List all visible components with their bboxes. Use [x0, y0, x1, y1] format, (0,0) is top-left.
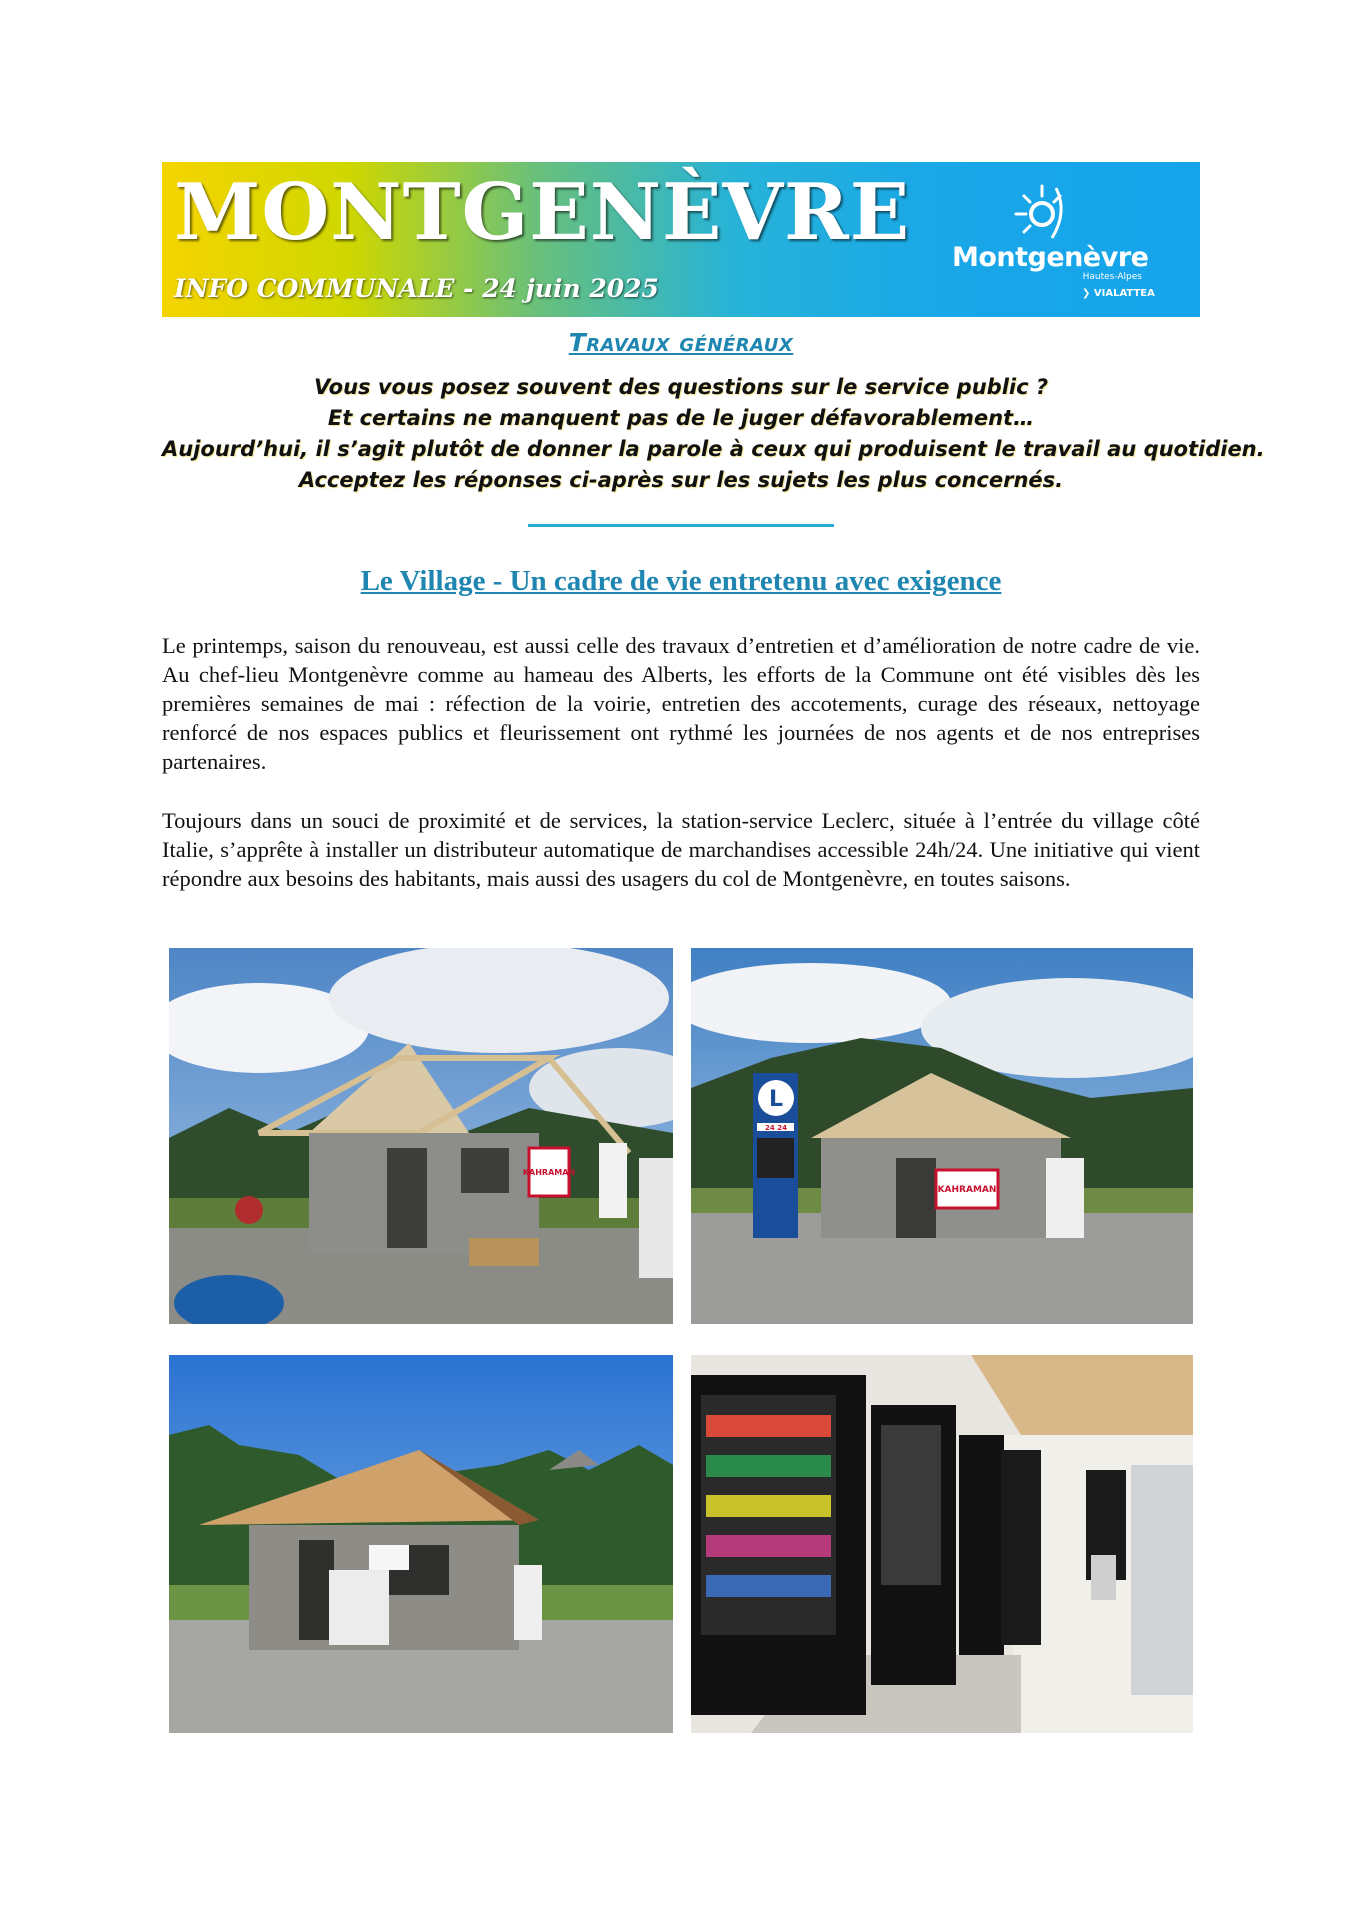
sign-text-2: KAHRAMAN [937, 1185, 997, 1195]
intro-line: Acceptez les réponses ci-après sur les sujets les plus concernés. [298, 468, 1064, 492]
logo-region: Hautes-Alpes [1082, 272, 1142, 282]
partner-logo-text: VIALATTEA [1093, 288, 1155, 299]
intro-line: Vous vous posez souvent des questions sur le service public ? [313, 375, 1049, 399]
photo-leclerc-station [691, 948, 1193, 1324]
photo-construction-frame [169, 948, 673, 1324]
divider [528, 524, 834, 527]
intro-line: Aujourd’hui, il s’agit plutôt de donner la parole à ceux qui produisent le travail au quotidien. [162, 437, 1265, 461]
sign-text: KAHRAMAN [522, 1168, 576, 1177]
banner-title: MONTGENÈVRE [174, 167, 911, 258]
station-hours: 24 24 [765, 1124, 787, 1132]
sun-logo-icon [1012, 182, 1072, 242]
banner-subtitle: INFO COMMUNALE - 24 juin 2025 [174, 274, 659, 303]
station-logo: L [768, 1087, 784, 1112]
photo-building-roof [169, 1355, 673, 1733]
intro-text [162, 372, 1265, 496]
article-paragraph: Le printemps, saison du renouveau, est aussi celle des travaux d’entretien et d’amélioration de notre cadre de vie. Au chef-lieu Montgenèvre comme au hameau des Alberts, les efforts de la Commune ont été visibles dès les premières semaines de mai : réfection de la voirie, entretien des accotements, curage des réseaux, nettoyage renforcé de nos espaces publics et fleurissement ont rythmé les journées de nos agents et de nos entreprises partenaires. [162, 633, 1200, 774]
photo-vending-machines [691, 1355, 1193, 1733]
intro-line: Et certains ne manquent pas de le juger défavorablement… [327, 406, 1035, 430]
article-paragraph: Toujours dans un souci de proximité et de services, la station-service Leclerc, située à l’entrée du village côté Italie, s’apprête à installer un distributeur automatique de marchandises accessible 24h/24. Une initiative qui vient répondre aux besoins des habitants, mais aussi des usagers du col de Montgenèvre, en toutes saisons. [162, 808, 1200, 891]
logo-text: Montgenèvre [952, 242, 1149, 273]
section-title: Travaux généraux [568, 328, 794, 357]
article-title: Le Village - Un cadre de vie entretenu avec exigence [360, 565, 1002, 597]
montgenevre-logo [952, 182, 1192, 302]
header-banner [162, 162, 1200, 317]
partner-logo: ❯ VIALATTEA [1082, 288, 1155, 299]
